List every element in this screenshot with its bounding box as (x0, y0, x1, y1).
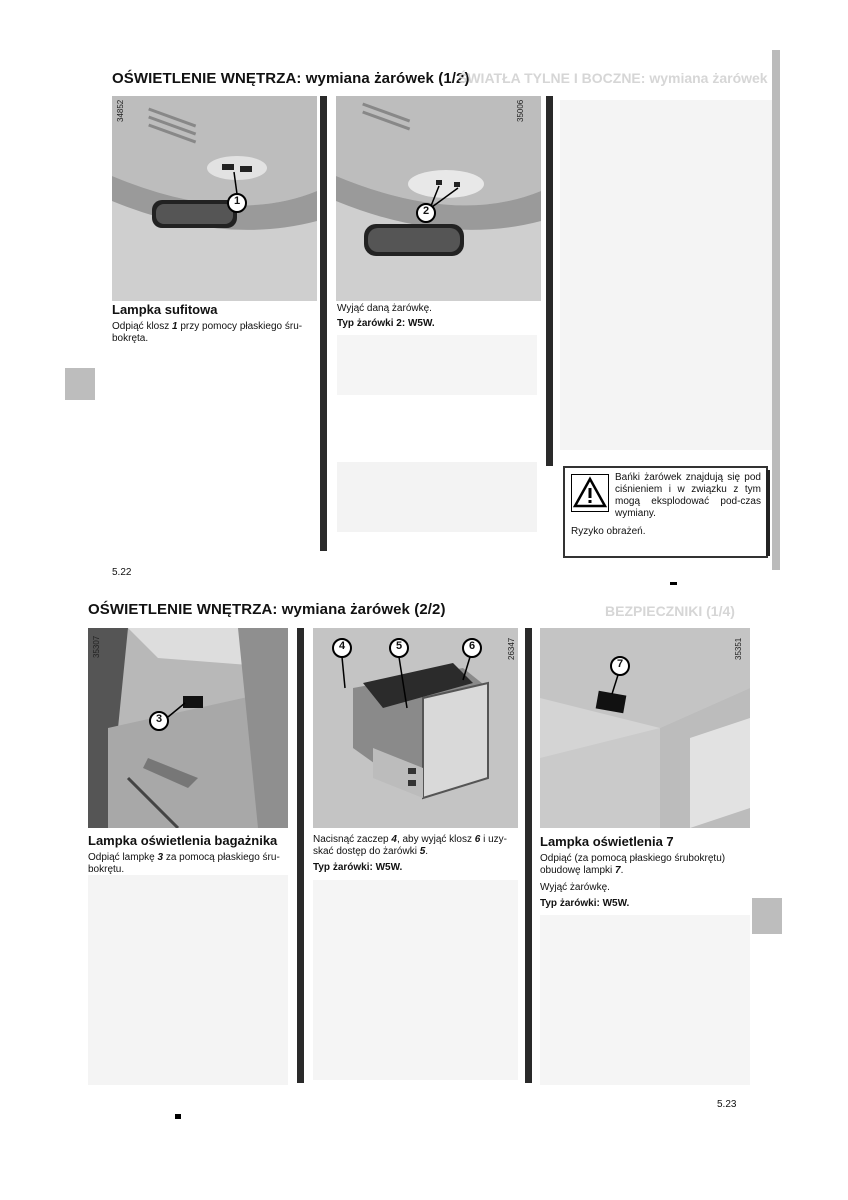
photo-code: 35307 (92, 635, 101, 658)
page-title-bottom: OŚWIETLENIE WNĘTRZA: wymiana żarówek (2/2) (88, 601, 446, 618)
column-divider (297, 628, 304, 1083)
column-divider (525, 628, 532, 1083)
photo-bulb-removal (336, 96, 541, 301)
warning-risk: Ryzyko obrażeń. (571, 526, 646, 537)
heading-trunk-lamp: Lampka oświetlenia bagażnika (88, 833, 278, 848)
photo-code: 35351 (734, 637, 743, 660)
photo-trunk-light (88, 628, 288, 828)
text-remove-bulb-bottom: Wyjąć żarówkę. (540, 882, 610, 893)
ghost-title-top: ŚWIATŁA TYLNE I BOCZNE: wymiana żarówek (458, 70, 768, 86)
bulb-type-bottom: Typ żarówki: W5W. (313, 862, 403, 873)
text-lamp-housing: Nacisnąć zaczep 4, aby wyjąć klosz 6 i uzy-skać dostęp do żarówki 5. (313, 834, 507, 857)
text-ceiling-lamp: Odpiąć klosz 1 przy pomocy płaskiego śru-bokręta. (112, 321, 303, 344)
callout-2: 2 (422, 205, 430, 217)
faded-text (313, 880, 518, 1080)
callout-5: 5 (395, 640, 403, 652)
warning-icon (571, 474, 609, 512)
column-divider (320, 96, 327, 551)
bulb-type-top: Typ żarówki 2: W5W. (337, 318, 435, 329)
faded-text (337, 335, 537, 395)
text-remove-bulb: Wyjąć daną żarówkę. (337, 303, 432, 314)
callout-7: 7 (616, 658, 624, 670)
section-tab (752, 898, 782, 934)
mark (670, 582, 677, 585)
heading-ceiling-lamp: Lampka sufitowa (112, 302, 218, 317)
ghost-title-bottom: BEZPIECZNIKI (1/4) (605, 603, 735, 619)
photo-ceiling-light (112, 96, 317, 301)
page-number-top: 5.22 (112, 567, 132, 578)
photo-code: 35006 (516, 99, 525, 122)
callout-4: 4 (338, 640, 346, 652)
faded-text (88, 875, 288, 1085)
heading-roof-lamp: Lampka oświetlenia 7 (540, 834, 674, 849)
warning-shadow (766, 470, 770, 556)
photo-code: 34852 (116, 99, 125, 122)
callout-1: 1 (233, 195, 241, 207)
photo-roof-lamp (540, 628, 750, 828)
photo-code: 26347 (507, 637, 516, 660)
mark (175, 1114, 181, 1119)
faded-column-top (560, 100, 772, 450)
photo-lamp-housing (313, 628, 518, 828)
column-divider (546, 96, 553, 466)
page-edge-top (772, 50, 780, 570)
section-tab (65, 368, 95, 400)
page-title-top: OŚWIETLENIE WNĘTRZA: wymiana żarówek (1/2) (112, 70, 470, 87)
faded-text (540, 915, 750, 1085)
callout-3: 3 (155, 713, 163, 725)
text-roof-lamp: Odpiąć (za pomocą płaskiego śrubokrętu) obudowę lampki 7. (540, 853, 726, 876)
callout-6: 6 (468, 640, 476, 652)
warning-box (563, 466, 768, 558)
text-trunk-lamp: Odpiąć lampkę 3 za pomocą płaskiego śru-bokrętu. (88, 852, 280, 875)
page-number-bottom: 5.23 (717, 1099, 737, 1110)
warning-text: Bańki żarówek znajdują się pod ciśnieniem i w związku z tym mogą eksplodować pod-czas wymiany. (615, 472, 761, 519)
bulb-type-roof: Typ żarówki: W5W. (540, 898, 630, 909)
faded-warning (337, 462, 537, 532)
